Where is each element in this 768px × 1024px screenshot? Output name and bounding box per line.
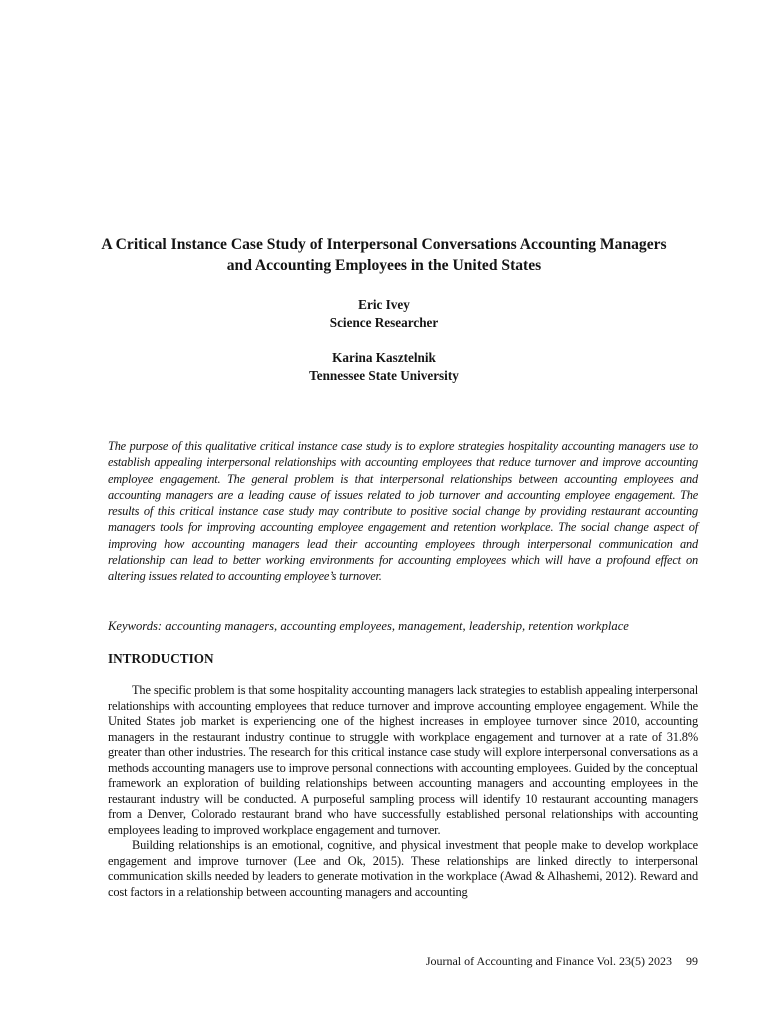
keywords: Keywords: accounting managers, accounting employees, management, leadership, retention workplace — [108, 619, 629, 633]
body-text — [108, 683, 698, 900]
section-heading: INTRODUCTION — [108, 651, 214, 666]
author-name: Karina Kasztelnik — [332, 350, 436, 365]
author-affiliation: Tennessee State University — [309, 368, 459, 383]
body-paragraph: The specific problem is that some hospitality accounting managers lack strategies to establish appealing interpersonal relationships with accounting employees that reduce turnover and improve accounting employee engagement. While the United States job market is experiencing one of the highest increases in employee turnover since 2010, accounting managers in the restaurant industry continue to struggle with workplace engagement and turnover at a rate of 31.8% greater than other industries. The research for this critical instance case study will explore interpersonal conversations as a methods accounting managers use to improve personal connections with accounting employees. Guided by the conceptual framework an exploration of building relationships between accounting managers and accounting employees in the restaurant industry will be conducted. A purposeful sampling process will identify 10 restaurant accounting managers from a Denver, Colorado restaurant brand who have successfully established personal relationships with accounting employees leading to improved workplace engagement and turnover. — [108, 683, 698, 837]
author-affiliation: Science Researcher — [329, 315, 439, 330]
journal-citation: Journal of Accounting and Finance Vol. 23(5) 2023 — [425, 954, 672, 968]
author-block — [150, 296, 618, 332]
page-footer — [380, 953, 698, 969]
abstract: The purpose of this qualitative critical instance case study is to explore strategies hospitality accounting managers use to establish appealing interpersonal relationships with accounting employees that reduce turnover and improve accounting employee engagement. The general problem is that interpersonal relationships between accounting employees and accounting managers are a leading cause of issues related to job turnover and accounting employee engagement. The results of this critical instance case study may contribute to positive social change by providing restaurant accounting managers tools for improving accounting employee engagement and retention workplace. The social change aspect of improving how accounting managers lead their accounting employees through interpersonal communication and relationship can lead to better working environments for accounting employees which will have a profound effect on altering issues related to accounting employee’s turnover. — [108, 439, 698, 584]
body-paragraph: Building relationships is an emotional, cognitive, and physical investment that people make to develop workplace engagement and improve turnover (Lee and Ok, 2015). These relationships are linked directly to interpersonal communication skills needed by leaders to generate motivation in the workplace (Awad & Alhashemi, 2012). Reward and cost factors in a relationship between accounting managers and accounting — [108, 838, 698, 899]
paper-title: A Critical Instance Case Study of Interpersonal Conversations Accounting Managers and Accounting Employees in the United States — [101, 236, 667, 274]
page-number: 99 — [686, 954, 698, 968]
author-name: Eric Ivey — [358, 297, 410, 312]
author-block — [150, 349, 618, 385]
